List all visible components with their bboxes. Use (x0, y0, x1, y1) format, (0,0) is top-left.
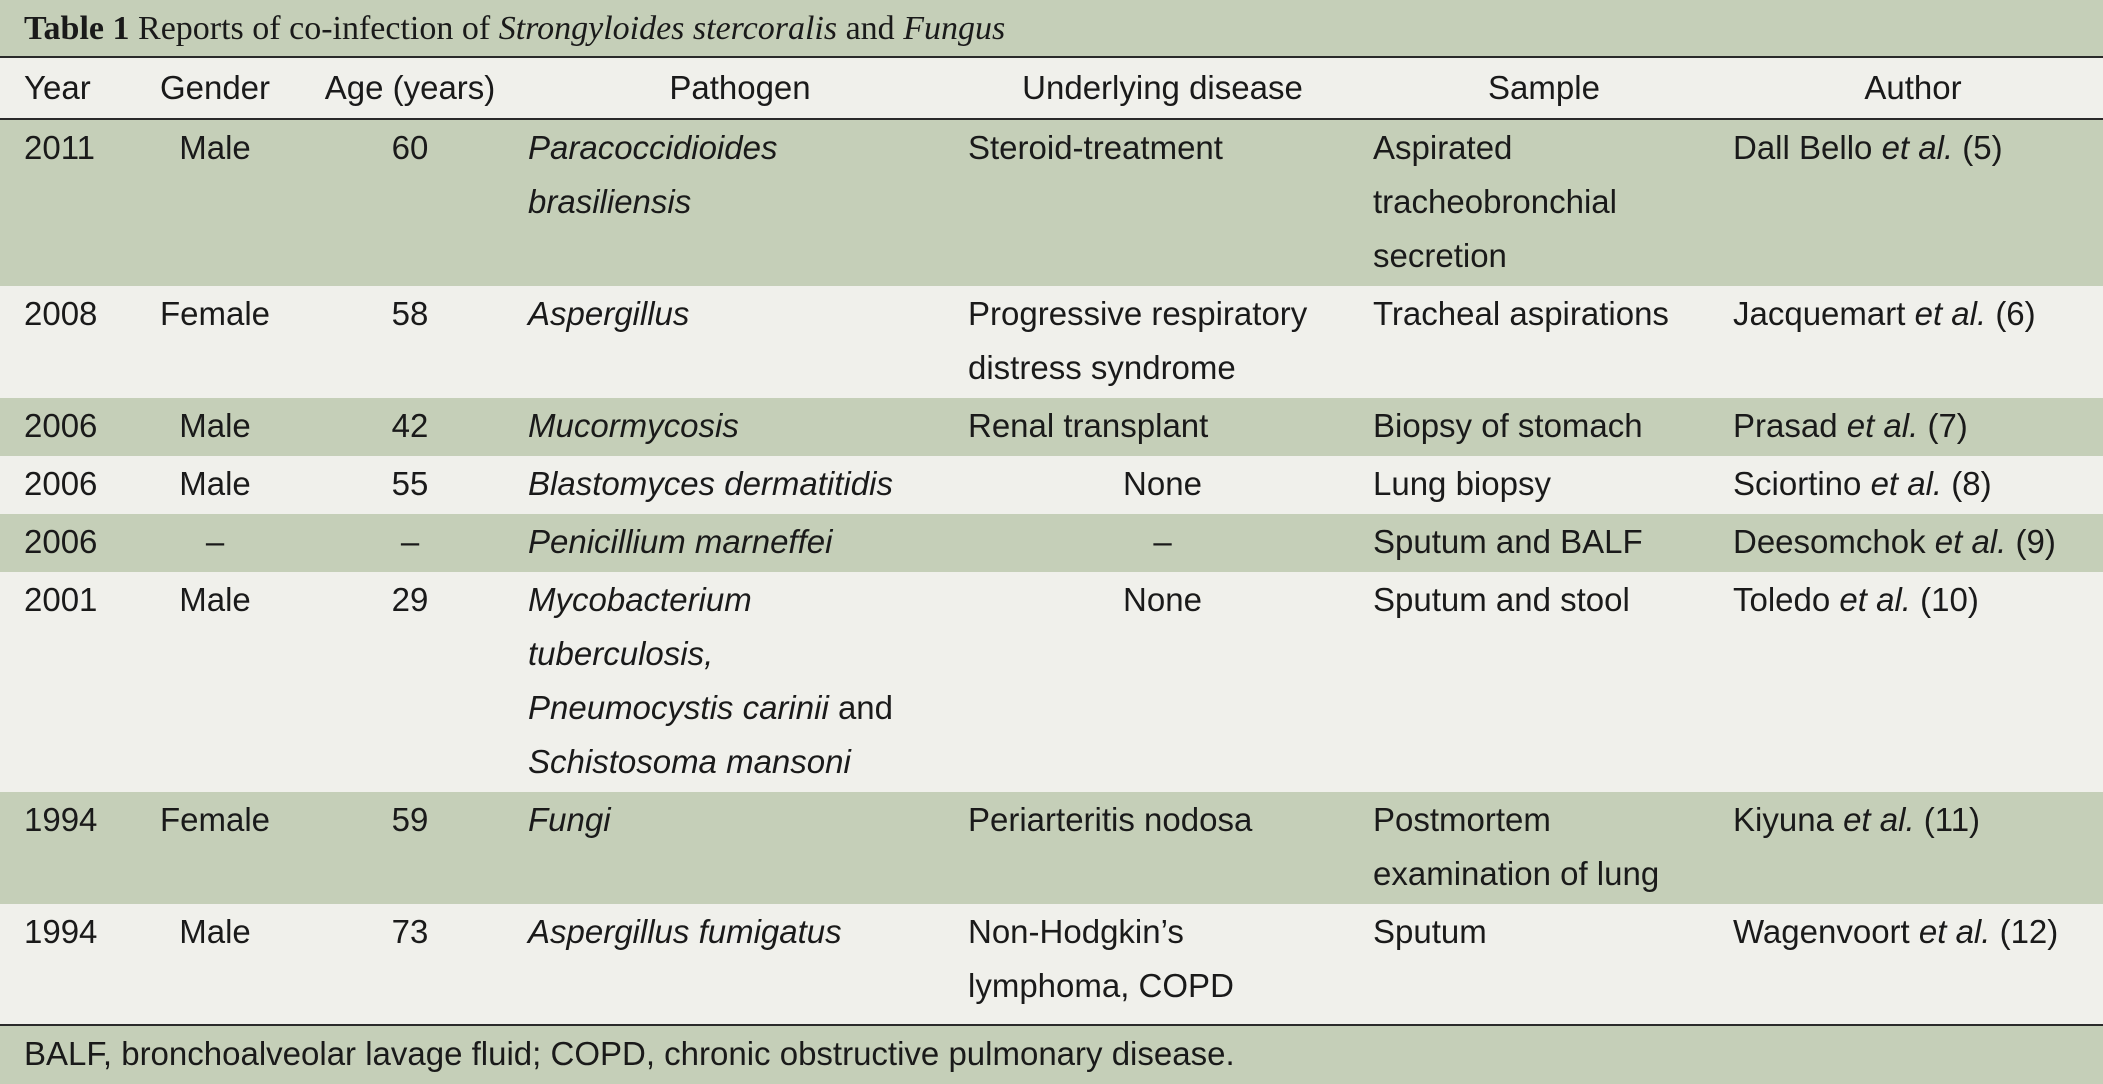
author-reference: (11) (1923, 801, 1981, 838)
pathogen-text: and (828, 689, 894, 726)
pathogen-text: Pneumocystis carinii (528, 689, 829, 726)
cell-year: 1994 (24, 913, 98, 950)
cell-sample (1365, 456, 1723, 514)
cell-gender: Female (159, 801, 271, 838)
sample-line: secretion (1373, 237, 1507, 274)
cell-year: 2011 (24, 129, 95, 166)
author-reference: (6) (1995, 295, 2036, 332)
pathogen-text: Schistosoma mansoni (528, 743, 851, 780)
pathogen-text: Penicillium marneffei (528, 523, 833, 560)
cell-sample (1365, 286, 1723, 398)
author-et-al: et al. (1843, 801, 1915, 838)
cell-gender: – (205, 523, 225, 560)
author-reference: (12) (1999, 913, 2059, 950)
cell-age: 55 (391, 465, 429, 502)
cell-year: 2001 (24, 581, 98, 618)
cell-pathogen (520, 904, 960, 1016)
pathogen-text: Aspergillus (528, 295, 690, 332)
author-name: Dall Bello (1733, 129, 1873, 166)
cell-author (1723, 456, 2103, 514)
table-footnote: BALF, bronchoalveolar lavage fluid; COPD, chronic obstructive pulmonary disease. (0, 1024, 2103, 1084)
author-name: Prasad (1733, 407, 1838, 444)
cell-age: – (400, 523, 420, 560)
sample-line: Biopsy of stomach (1373, 407, 1643, 444)
disease-line: Non-Hodgkin’s (968, 913, 1184, 950)
header-row (0, 58, 2103, 119)
cell-author (1723, 514, 2103, 572)
table-row (0, 456, 2103, 514)
cell-pathogen (520, 514, 960, 572)
author-name: Sciortino (1733, 465, 1862, 502)
pathogen-text: Aspergillus fumigatus (528, 913, 842, 950)
author-et-al: et al. (1918, 913, 1991, 950)
cell-pathogen (520, 792, 960, 904)
author-name: Wagenvoort (1733, 913, 1910, 950)
cell-age: 29 (391, 581, 429, 618)
cell-sample (1365, 572, 1723, 792)
cell-year: 2006 (24, 523, 98, 560)
author-name: Kiyuna (1733, 801, 1834, 838)
table-row (0, 572, 2103, 792)
cell-underlying-disease: – (1153, 523, 1172, 560)
author-reference: (8) (1951, 465, 1992, 502)
cell-author (1723, 904, 2103, 1016)
cell-year: 2006 (24, 407, 98, 444)
author-et-al: et al. (1934, 523, 2007, 560)
caption-label: Table 1 (24, 10, 130, 47)
header-gender: Gender (130, 58, 300, 119)
cell-pathogen (520, 398, 960, 456)
pathogen-text: Mucormycosis (528, 407, 739, 444)
disease-line: distress syndrome (968, 349, 1236, 386)
cell-pathogen (520, 456, 960, 514)
cell-underlying-disease: None (1123, 465, 1202, 502)
pathogen-text: brasiliensis (528, 183, 692, 220)
disease-line: Progressive respiratory (968, 295, 1308, 332)
cell-author (1723, 286, 2103, 398)
cell-year: 2008 (24, 295, 98, 332)
caption-organism: Strongyloides stercoralis (498, 10, 838, 47)
pathogen-text: Blastomyces dermatitidis (528, 465, 893, 502)
pathogen-text: Mycobacterium (528, 581, 752, 618)
author-name: Jacquemart (1733, 295, 1906, 332)
table-body (0, 119, 2103, 1016)
cell-age: 58 (391, 295, 429, 332)
cell-year: 2006 (24, 465, 98, 502)
table-row (0, 286, 2103, 398)
cell-author (1723, 792, 2103, 904)
cell-author (1723, 398, 2103, 456)
cell-gender: Female (159, 295, 271, 332)
cell-pathogen (520, 572, 960, 792)
cell-gender: Male (179, 465, 251, 502)
sample-line: Tracheal aspirations (1373, 295, 1669, 332)
sample-line: Sputum and stool (1373, 581, 1630, 618)
author-et-al: et al. (1914, 295, 1987, 332)
cell-pathogen (520, 119, 960, 286)
cell-author (1723, 119, 2103, 286)
cell-age: 59 (391, 801, 429, 838)
sample-line: Lung biopsy (1373, 465, 1551, 502)
cell-underlying-disease (960, 286, 1365, 398)
author-name: Toledo (1733, 581, 1831, 618)
cell-author (1723, 572, 2103, 792)
cell-underlying-disease: None (1123, 581, 1202, 618)
cell-sample (1365, 904, 1723, 1016)
sample-line: Aspirated (1373, 129, 1513, 166)
cell-year: 1994 (24, 801, 98, 838)
header-age: Age (years) (300, 58, 520, 119)
cell-underlying-disease (960, 904, 1365, 1016)
header-sample: Sample (1365, 58, 1723, 119)
author-reference: (10) (1920, 581, 1979, 618)
caption-joiner: and (845, 10, 895, 47)
header-underlying-disease: Underlying disease (960, 58, 1365, 119)
table-row (0, 904, 2103, 1016)
author-reference: (5) (1962, 129, 2003, 166)
cell-sample (1365, 119, 1723, 286)
disease-line: lymphoma, COPD (968, 967, 1234, 1004)
cell-sample (1365, 792, 1723, 904)
author-name: Deesomchok (1733, 523, 1926, 560)
table-row (0, 514, 2103, 572)
sample-line: tracheobronchial (1373, 183, 1617, 220)
caption-prefix: Reports of co-infection of (138, 10, 491, 47)
header-pathogen: Pathogen (520, 58, 960, 119)
sample-line: Sputum (1373, 913, 1487, 950)
pathogen-text: Paracoccidioides (528, 129, 778, 166)
sample-line: Postmortem (1373, 801, 1551, 838)
cell-pathogen (520, 286, 960, 398)
author-reference: (9) (2015, 523, 2056, 560)
table-caption (0, 0, 2103, 58)
pathogen-text: tuberculosis, (528, 635, 714, 672)
cell-underlying-disease: Steroid-treatment (968, 129, 1223, 166)
cell-age: 60 (391, 129, 429, 166)
table-row (0, 398, 2103, 456)
author-et-al: et al. (1870, 465, 1943, 502)
author-et-al: et al. (1846, 407, 1919, 444)
table-header (0, 58, 2103, 119)
cell-gender: Male (179, 913, 251, 950)
cell-underlying-disease: Renal transplant (968, 407, 1209, 444)
sample-line: examination of lung (1373, 855, 1660, 892)
cell-underlying-disease: Periarteritis nodosa (968, 801, 1253, 838)
cell-gender: Male (179, 407, 251, 444)
cell-age: 73 (391, 913, 429, 950)
header-year: Year (0, 58, 130, 119)
author-et-al: et al. (1839, 581, 1911, 618)
table-row (0, 792, 2103, 904)
cell-gender: Male (179, 581, 251, 618)
table-row (0, 119, 2103, 286)
cell-gender: Male (179, 129, 251, 166)
pathogen-text: Fungi (528, 801, 611, 838)
caption-group: Fungus (903, 10, 1006, 47)
cell-sample (1365, 514, 1723, 572)
author-reference: (7) (1927, 407, 1968, 444)
author-et-al: et al. (1881, 129, 1954, 166)
cell-age: 42 (391, 407, 429, 444)
coinfection-table (0, 58, 2103, 1016)
header-author: Author (1723, 58, 2103, 119)
sample-line: Sputum and BALF (1373, 523, 1643, 560)
cell-sample (1365, 398, 1723, 456)
